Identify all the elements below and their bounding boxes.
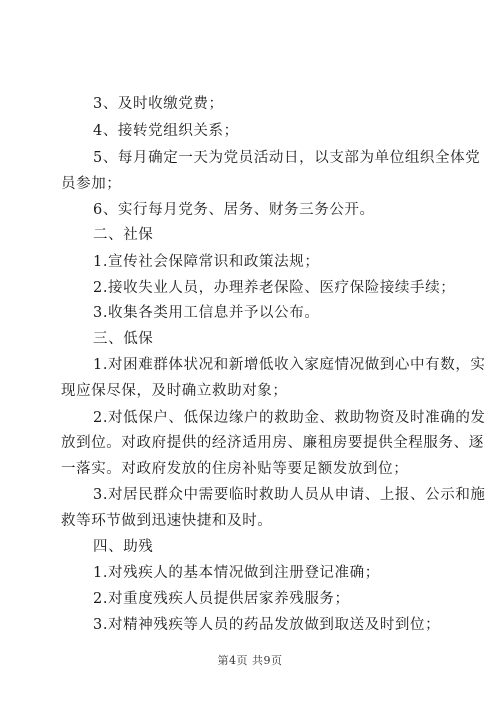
- text-line: 3.对居民群众中需要临时救助人员从申请、上报、公示和施: [93, 487, 486, 503]
- text-line: 2.对重度残疾人员提供居家养残服务；: [93, 591, 350, 607]
- section-heading-minimum-living: 三、低保: [93, 331, 154, 347]
- text-line: 2.对低保户、低保边缘户的救助金、救助物资及时准确的发: [93, 410, 486, 426]
- text-line: 员参加；: [61, 176, 122, 192]
- text-line: 3.对精神残疾等人员的药品发放做到取送及时到位；: [93, 617, 441, 633]
- text-line: 放到位。对政府提供的经济适用房、廉租房要提供全程服务、逐: [61, 435, 484, 451]
- text-line: 救等环节做到迅速快捷和及时。: [61, 513, 273, 529]
- section-heading-disability-aid: 四、助残: [93, 539, 154, 555]
- text-line: 3.收集各类用工信息并予以公布。: [93, 305, 320, 321]
- text-line: 1.对困难群体状况和新增低收入家庭情况做到心中有数，实: [93, 357, 486, 373]
- text-line: 1.对残疾人的基本情况做到注册登记准确；: [93, 565, 380, 581]
- page-number-footer: 第4页 共9页: [217, 654, 283, 667]
- text-line: 现应保尽保，及时确立救助对象；: [61, 383, 288, 399]
- text-line: 5、每月确定一天为党员活动日，以支部为单位组织全体党: [93, 150, 481, 166]
- section-heading-social-security: 二、社保: [93, 227, 154, 243]
- text-line: 1.宣传社会保障常识和政策法规；: [93, 254, 320, 270]
- text-line: 一落实。对政府发放的住房补贴等要足额发放到位；: [61, 461, 409, 477]
- text-line: 4、接转党组织关系；: [93, 123, 239, 139]
- text-line: 6、实行每月党务、居务、财务三务公开。: [93, 202, 375, 218]
- text-line: 2.接收失业人员，办理养老保险、医疗保险接续手续；: [93, 280, 456, 296]
- text-line: 3、及时收缴党费；: [93, 96, 224, 112]
